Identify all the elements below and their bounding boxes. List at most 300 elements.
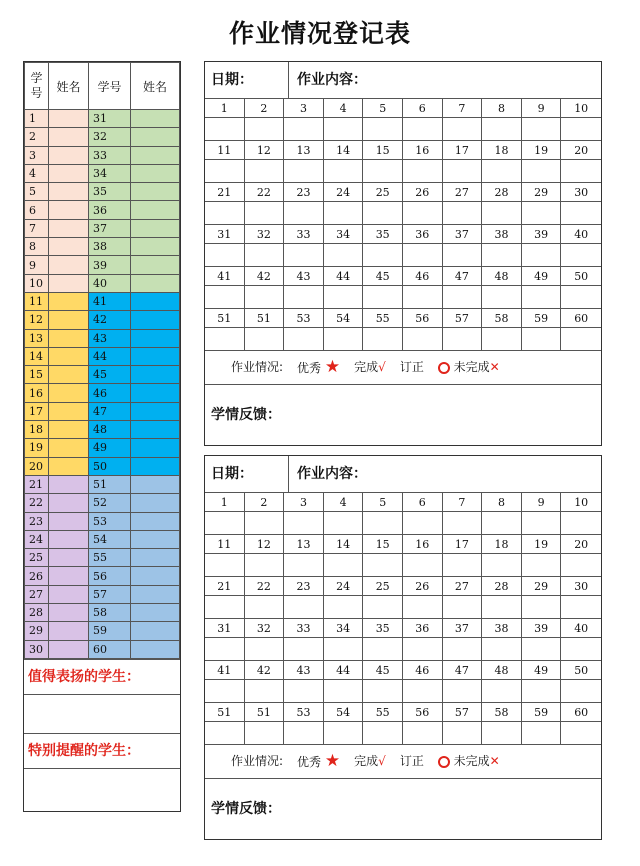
remind-field[interactable] xyxy=(24,769,180,811)
student-number: 22 xyxy=(245,577,285,596)
legend-unfinished xyxy=(438,745,500,778)
student-name-cell[interactable] xyxy=(49,530,89,548)
student-name-cell[interactable] xyxy=(49,567,89,585)
student-number: 57 xyxy=(443,309,483,328)
status-cell[interactable] xyxy=(561,722,601,745)
student-number: 51 xyxy=(205,703,245,722)
status-cell[interactable] xyxy=(363,554,403,577)
status-cell[interactable] xyxy=(205,328,245,351)
status-cell[interactable] xyxy=(482,554,522,577)
status-cell[interactable] xyxy=(205,512,245,535)
student-name-cell[interactable] xyxy=(131,347,180,365)
student-name-cell[interactable] xyxy=(49,549,89,567)
unfinished-text: 未完成 xyxy=(453,360,490,374)
student-name-cell[interactable] xyxy=(131,640,180,658)
student-name-cell[interactable] xyxy=(131,604,180,622)
student-name-cell[interactable] xyxy=(49,183,89,201)
status-cell[interactable] xyxy=(443,596,483,619)
roster-row xyxy=(25,604,180,622)
student-name-cell[interactable] xyxy=(131,146,180,164)
student-id: 48 xyxy=(89,421,131,439)
status-cell[interactable] xyxy=(482,596,522,619)
student-number: 18 xyxy=(482,535,522,554)
status-cell[interactable] xyxy=(363,680,403,703)
status-cell[interactable] xyxy=(482,202,522,225)
student-name-cell[interactable] xyxy=(49,146,89,164)
status-cell[interactable] xyxy=(363,286,403,309)
student-number: 39 xyxy=(522,619,562,638)
student-number: 41 xyxy=(205,267,245,286)
status-cell[interactable] xyxy=(561,328,601,351)
praise-field[interactable] xyxy=(24,695,180,734)
student-number: 25 xyxy=(363,183,403,202)
status-cell[interactable] xyxy=(363,244,403,267)
status-cell[interactable] xyxy=(284,554,324,577)
student-name-cell[interactable] xyxy=(131,311,180,329)
status-cell[interactable] xyxy=(284,286,324,309)
student-name-cell[interactable] xyxy=(131,475,180,493)
status-cell[interactable] xyxy=(324,286,364,309)
student-number: 45 xyxy=(363,267,403,286)
legend-unfinished xyxy=(438,351,500,384)
student-number: 24 xyxy=(324,183,364,202)
student-name-cell[interactable] xyxy=(49,475,89,493)
student-name-cell[interactable] xyxy=(131,238,180,256)
roster-row xyxy=(25,384,180,402)
status-cell[interactable] xyxy=(403,512,443,535)
student-id: 10 xyxy=(25,274,49,292)
status-cell[interactable] xyxy=(561,160,601,183)
status-cell[interactable] xyxy=(482,680,522,703)
status-cell[interactable] xyxy=(284,722,324,745)
status-cell[interactable] xyxy=(363,160,403,183)
status-cell[interactable] xyxy=(245,202,285,225)
student-id: 37 xyxy=(89,219,131,237)
student-name-cell[interactable] xyxy=(49,219,89,237)
status-cell[interactable] xyxy=(324,596,364,619)
legend-correct: 订正 xyxy=(399,360,424,374)
student-name-cell[interactable] xyxy=(49,201,89,219)
roster-row xyxy=(25,274,180,292)
roster-row xyxy=(25,164,180,182)
status-cell[interactable] xyxy=(522,202,562,225)
student-name-cell[interactable] xyxy=(131,201,180,219)
record-header xyxy=(205,62,601,99)
status-cell[interactable] xyxy=(363,638,403,661)
student-number: 26 xyxy=(403,183,443,202)
status-cell[interactable] xyxy=(561,596,601,619)
date-label[interactable]: 日期： xyxy=(205,456,289,492)
student-number: 49 xyxy=(522,661,562,680)
status-cell[interactable] xyxy=(245,286,285,309)
student-id: 16 xyxy=(25,384,49,402)
student-name-cell[interactable] xyxy=(131,256,180,274)
student-id: 34 xyxy=(89,164,131,182)
status-cell[interactable] xyxy=(245,512,285,535)
student-number: 55 xyxy=(363,309,403,328)
student-number: 27 xyxy=(443,183,483,202)
student-id: 32 xyxy=(89,128,131,146)
student-number: 38 xyxy=(482,619,522,638)
status-cell[interactable] xyxy=(403,680,443,703)
cross-icon: ✕ xyxy=(489,360,500,374)
status-cell[interactable] xyxy=(284,328,324,351)
student-number: 14 xyxy=(324,535,364,554)
status-cell[interactable] xyxy=(443,118,483,141)
student-name-cell[interactable] xyxy=(49,622,89,640)
student-number: 22 xyxy=(245,183,285,202)
student-name-cell[interactable] xyxy=(131,183,180,201)
student-name-cell[interactable] xyxy=(49,512,89,530)
status-cell[interactable] xyxy=(363,118,403,141)
student-name-cell[interactable] xyxy=(131,384,180,402)
student-name-cell[interactable] xyxy=(49,256,89,274)
student-name-cell[interactable] xyxy=(49,457,89,475)
student-id: 45 xyxy=(89,366,131,384)
student-name-cell[interactable] xyxy=(49,238,89,256)
roster-row xyxy=(25,567,180,585)
student-name-cell[interactable] xyxy=(131,110,180,128)
status-cell[interactable] xyxy=(482,160,522,183)
unfinished-text: 未完成 xyxy=(453,754,490,768)
student-name-cell[interactable] xyxy=(131,494,180,512)
student-name-cell[interactable] xyxy=(49,366,89,384)
status-cell[interactable] xyxy=(443,680,483,703)
student-number: 53 xyxy=(284,309,324,328)
status-cell[interactable] xyxy=(324,160,364,183)
feedback-label[interactable]: 学情反馈： xyxy=(211,407,281,423)
status-cell[interactable] xyxy=(443,512,483,535)
status-cell[interactable] xyxy=(205,286,245,309)
status-legend xyxy=(205,351,601,385)
status-cell[interactable] xyxy=(245,118,285,141)
roster-row xyxy=(25,640,180,658)
status-cell[interactable] xyxy=(205,118,245,141)
student-name-cell[interactable] xyxy=(49,329,89,347)
status-cell[interactable] xyxy=(284,512,324,535)
student-name-cell[interactable] xyxy=(131,402,180,420)
student-number: 7 xyxy=(443,99,483,118)
status-cell[interactable] xyxy=(245,596,285,619)
status-cell[interactable] xyxy=(561,554,601,577)
status-cell[interactable] xyxy=(205,680,245,703)
status-cell[interactable] xyxy=(205,202,245,225)
student-id: 58 xyxy=(89,604,131,622)
student-name-cell[interactable] xyxy=(131,329,180,347)
student-id: 4 xyxy=(25,164,49,182)
roster-row xyxy=(25,201,180,219)
student-number: 12 xyxy=(245,535,285,554)
status-cell[interactable] xyxy=(522,680,562,703)
homework-content-label[interactable]: 作业内容： xyxy=(297,72,367,88)
roster-header-id: 学号 xyxy=(25,63,49,110)
student-number: 8 xyxy=(482,493,522,512)
student-name-cell[interactable] xyxy=(49,292,89,310)
status-cell[interactable] xyxy=(363,202,403,225)
student-id: 12 xyxy=(25,311,49,329)
student-number: 9 xyxy=(522,493,562,512)
status-cell[interactable] xyxy=(443,286,483,309)
student-id: 11 xyxy=(25,292,49,310)
status-cell[interactable] xyxy=(522,118,562,141)
student-number: 54 xyxy=(324,703,364,722)
status-cell[interactable] xyxy=(363,596,403,619)
status-cell[interactable] xyxy=(482,512,522,535)
status-cell[interactable] xyxy=(561,244,601,267)
status-cell[interactable] xyxy=(443,160,483,183)
status-cell[interactable] xyxy=(443,244,483,267)
status-cell[interactable] xyxy=(403,328,443,351)
student-name-cell[interactable] xyxy=(49,604,89,622)
status-cell[interactable] xyxy=(205,722,245,745)
student-id: 40 xyxy=(89,274,131,292)
student-number: 34 xyxy=(324,619,364,638)
status-cell[interactable] xyxy=(522,286,562,309)
status-cell[interactable] xyxy=(245,554,285,577)
student-name-cell[interactable] xyxy=(131,366,180,384)
status-cell[interactable] xyxy=(245,638,285,661)
roster-row xyxy=(25,512,180,530)
status-cell[interactable] xyxy=(443,554,483,577)
student-number: 46 xyxy=(403,267,443,286)
date-label[interactable]: 日期： xyxy=(205,62,289,98)
status-cell[interactable] xyxy=(522,512,562,535)
praise-label: 值得表扬的学生： xyxy=(24,660,180,695)
student-name-cell[interactable] xyxy=(49,384,89,402)
student-name-cell[interactable] xyxy=(131,274,180,292)
status-cell[interactable] xyxy=(284,596,324,619)
student-number: 31 xyxy=(205,225,245,244)
student-number: 31 xyxy=(205,619,245,638)
status-cell[interactable] xyxy=(403,596,443,619)
status-cell[interactable] xyxy=(522,244,562,267)
status-cell[interactable] xyxy=(561,202,601,225)
status-cell[interactable] xyxy=(482,722,522,745)
status-cell[interactable] xyxy=(284,202,324,225)
student-number: 30 xyxy=(561,577,601,596)
student-number: 16 xyxy=(403,141,443,160)
student-name-cell[interactable] xyxy=(49,494,89,512)
status-cell[interactable] xyxy=(324,328,364,351)
student-number: 33 xyxy=(284,225,324,244)
status-cell[interactable] xyxy=(403,118,443,141)
student-name-cell[interactable] xyxy=(49,128,89,146)
status-cell[interactable] xyxy=(324,554,364,577)
student-name-cell[interactable] xyxy=(131,512,180,530)
status-cell[interactable] xyxy=(363,328,403,351)
student-name-cell[interactable] xyxy=(49,402,89,420)
status-cell[interactable] xyxy=(324,244,364,267)
student-number: 24 xyxy=(324,577,364,596)
status-cell[interactable] xyxy=(205,554,245,577)
cross-icon: ✕ xyxy=(489,754,500,768)
roster-row xyxy=(25,439,180,457)
check-icon: √ xyxy=(378,754,386,768)
status-cell[interactable] xyxy=(443,328,483,351)
status-cell[interactable] xyxy=(245,680,285,703)
student-name-cell[interactable] xyxy=(49,439,89,457)
roster-row xyxy=(25,183,180,201)
student-number: 28 xyxy=(482,183,522,202)
student-number: 50 xyxy=(561,661,601,680)
student-name-cell[interactable] xyxy=(131,567,180,585)
status-cell[interactable] xyxy=(443,638,483,661)
status-cell[interactable] xyxy=(561,512,601,535)
status-cell[interactable] xyxy=(482,286,522,309)
student-id: 42 xyxy=(89,311,131,329)
status-cell[interactable] xyxy=(561,118,601,141)
student-number: 38 xyxy=(482,225,522,244)
status-cell[interactable] xyxy=(284,638,324,661)
status-cell[interactable] xyxy=(205,596,245,619)
status-cell[interactable] xyxy=(522,722,562,745)
student-name-cell[interactable] xyxy=(131,128,180,146)
status-cell[interactable] xyxy=(205,638,245,661)
student-id: 6 xyxy=(25,201,49,219)
status-cell[interactable] xyxy=(443,722,483,745)
status-cell[interactable] xyxy=(561,286,601,309)
roster-row xyxy=(25,311,180,329)
status-cell[interactable] xyxy=(363,722,403,745)
student-name-cell[interactable] xyxy=(49,164,89,182)
status-cell[interactable] xyxy=(284,244,324,267)
status-cell[interactable] xyxy=(324,680,364,703)
status-cell[interactable] xyxy=(561,638,601,661)
status-cell[interactable] xyxy=(522,638,562,661)
legend-done xyxy=(354,351,386,384)
student-name-cell[interactable] xyxy=(131,585,180,603)
student-number: 48 xyxy=(482,267,522,286)
status-cell[interactable] xyxy=(482,118,522,141)
roster-row xyxy=(25,256,180,274)
student-id: 8 xyxy=(25,238,49,256)
student-id: 1 xyxy=(25,110,49,128)
student-id: 44 xyxy=(89,347,131,365)
status-cell[interactable] xyxy=(205,244,245,267)
status-cell[interactable] xyxy=(482,244,522,267)
status-cell[interactable] xyxy=(284,118,324,141)
student-number: 51 xyxy=(205,309,245,328)
student-number: 36 xyxy=(403,225,443,244)
student-name-cell[interactable] xyxy=(131,457,180,475)
status-cell[interactable] xyxy=(284,160,324,183)
student-number: 57 xyxy=(443,703,483,722)
status-cell[interactable] xyxy=(363,512,403,535)
status-cell[interactable] xyxy=(403,638,443,661)
student-number: 19 xyxy=(522,535,562,554)
student-name-cell[interactable] xyxy=(131,421,180,439)
status-cell[interactable] xyxy=(324,512,364,535)
student-id: 14 xyxy=(25,347,49,365)
status-cell[interactable] xyxy=(324,202,364,225)
student-number: 13 xyxy=(284,141,324,160)
status-cell[interactable] xyxy=(522,328,562,351)
student-id: 29 xyxy=(25,622,49,640)
homework-content-label[interactable]: 作业内容： xyxy=(297,466,367,482)
status-cell[interactable] xyxy=(403,160,443,183)
status-cell[interactable] xyxy=(561,680,601,703)
roster-row xyxy=(25,457,180,475)
student-number: 56 xyxy=(403,309,443,328)
status-cell[interactable] xyxy=(482,638,522,661)
student-id: 13 xyxy=(25,329,49,347)
status-cell[interactable] xyxy=(324,722,364,745)
student-name-cell[interactable] xyxy=(49,274,89,292)
legend-correct: 订正 xyxy=(399,754,424,768)
student-id: 2 xyxy=(25,128,49,146)
student-number: 46 xyxy=(403,661,443,680)
student-number: 13 xyxy=(284,535,324,554)
status-cell[interactable] xyxy=(522,596,562,619)
student-name-cell[interactable] xyxy=(131,622,180,640)
student-name-cell[interactable] xyxy=(49,110,89,128)
student-id: 54 xyxy=(89,530,131,548)
student-name-cell[interactable] xyxy=(131,549,180,567)
student-number: 48 xyxy=(482,661,522,680)
status-cell[interactable] xyxy=(522,160,562,183)
student-name-cell[interactable] xyxy=(131,439,180,457)
status-cell[interactable] xyxy=(403,722,443,745)
student-number: 21 xyxy=(205,577,245,596)
status-cell[interactable] xyxy=(482,328,522,351)
student-name-cell[interactable] xyxy=(49,347,89,365)
student-name-cell[interactable] xyxy=(131,530,180,548)
student-name-cell[interactable] xyxy=(131,292,180,310)
student-number: 8 xyxy=(482,99,522,118)
status-cell[interactable] xyxy=(403,202,443,225)
student-number: 12 xyxy=(245,141,285,160)
status-cell[interactable] xyxy=(443,202,483,225)
status-cell[interactable] xyxy=(245,328,285,351)
status-cell[interactable] xyxy=(245,160,285,183)
status-cell[interactable] xyxy=(324,638,364,661)
student-number: 35 xyxy=(363,225,403,244)
student-id: 18 xyxy=(25,421,49,439)
student-id: 47 xyxy=(89,402,131,420)
status-cell[interactable] xyxy=(245,244,285,267)
roster-row xyxy=(25,146,180,164)
status-cell[interactable] xyxy=(522,554,562,577)
status-cell[interactable] xyxy=(403,244,443,267)
student-id: 9 xyxy=(25,256,49,274)
student-name-cell[interactable] xyxy=(49,585,89,603)
student-name-cell[interactable] xyxy=(131,219,180,237)
status-cell[interactable] xyxy=(284,680,324,703)
student-name-cell[interactable] xyxy=(49,421,89,439)
student-name-cell[interactable] xyxy=(49,311,89,329)
student-number: 34 xyxy=(324,225,364,244)
status-cell[interactable] xyxy=(403,554,443,577)
status-cell[interactable] xyxy=(205,160,245,183)
student-number: 19 xyxy=(522,141,562,160)
status-cell[interactable] xyxy=(324,118,364,141)
roster-row xyxy=(25,238,180,256)
student-number: 60 xyxy=(561,703,601,722)
feedback-label[interactable]: 学情反馈： xyxy=(211,801,281,817)
notes-section xyxy=(24,659,180,811)
status-cell[interactable] xyxy=(245,722,285,745)
student-name-cell[interactable] xyxy=(49,640,89,658)
student-name-cell[interactable] xyxy=(131,164,180,182)
student-number: 37 xyxy=(443,225,483,244)
roster-row xyxy=(25,549,180,567)
student-number: 42 xyxy=(245,661,285,680)
roster-header-name: 姓名 xyxy=(131,63,180,110)
roster-row xyxy=(25,366,180,384)
status-cell[interactable] xyxy=(403,286,443,309)
roster-row xyxy=(25,292,180,310)
student-id: 24 xyxy=(25,530,49,548)
